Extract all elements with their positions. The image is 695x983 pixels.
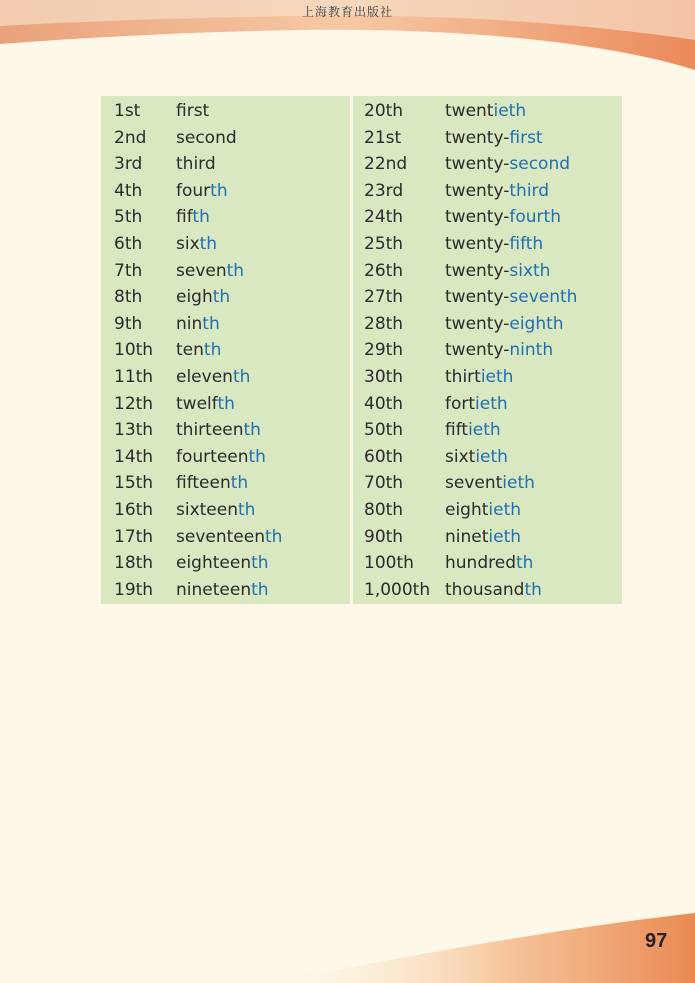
- bottom-decorative-band: [0, 893, 695, 983]
- ordinal-word-suffix: th: [202, 313, 220, 334]
- ordinal-word-suffix: ieth: [480, 367, 514, 387]
- ordinal-word: [445, 204, 561, 230]
- ordinal-number: 60th: [364, 446, 404, 467]
- ordinal-word-base: seven: [176, 260, 227, 281]
- ordinal-number: 20th: [364, 101, 404, 121]
- ordinal-word-base: eight: [445, 500, 489, 520]
- ordinal-word: [445, 178, 549, 204]
- ordinal-word-base: nin: [176, 313, 203, 334]
- ordinal-word: [445, 151, 570, 177]
- ordinal-word-base: hundred: [445, 553, 516, 574]
- ordinal-word-base: sixteen: [176, 500, 238, 520]
- ordinal-word: [176, 417, 261, 443]
- ordinal-number: 29th: [364, 340, 404, 361]
- page-number: 97: [645, 930, 668, 952]
- ordinal-word-base: eighteen: [176, 553, 252, 574]
- ordinal-number: 14th: [114, 446, 154, 467]
- ordinal-word: [445, 444, 508, 470]
- ordinal-number: 21st: [364, 127, 402, 148]
- ordinal-number: 25th: [364, 234, 404, 254]
- ordinal-word: [176, 391, 235, 417]
- ordinal-number: 6th: [114, 234, 143, 254]
- ordinal-word-suffix: th: [226, 260, 245, 281]
- ordinal-word-base: twenty-: [445, 287, 510, 308]
- ordinal-word-suffix: ieth: [502, 473, 535, 494]
- ordinal-word-suffix: seventh: [509, 287, 578, 308]
- ordinal-word: [445, 497, 521, 523]
- ordinal-word-suffix: th: [238, 500, 256, 520]
- ordinal-number: 5th: [114, 207, 143, 228]
- ordinal-word-base: nineteen: [176, 579, 252, 600]
- ordinal-word-suffix: th: [210, 180, 228, 201]
- ordinal-word: [176, 577, 269, 603]
- ordinal-word-suffix: th: [192, 207, 210, 228]
- ordinal-numbers-table: [101, 96, 622, 604]
- ordinal-word-base: four: [176, 180, 211, 201]
- ordinal-word: [445, 258, 550, 284]
- ordinal-word-base: twelf: [176, 393, 218, 414]
- table-column-right: [353, 96, 622, 604]
- ordinal-word-base: six: [176, 234, 200, 254]
- ordinal-number: 23rd: [364, 180, 404, 201]
- ordinal-word-suffix: ieth: [488, 500, 522, 520]
- ordinal-number: 90th: [364, 526, 404, 547]
- ordinal-word: [176, 231, 217, 257]
- ordinal-number: 1,000th: [364, 579, 431, 600]
- ordinal-word-suffix: ieth: [488, 526, 522, 547]
- ordinal-word-suffix: ninth: [509, 340, 554, 361]
- ordinal-word-base: thirt: [445, 367, 481, 387]
- ordinal-word-base: ninet: [445, 526, 489, 547]
- ordinal-word-suffix: fifth: [509, 234, 544, 254]
- ordinal-number: 17th: [114, 526, 154, 547]
- ordinal-word: [176, 444, 266, 470]
- ordinal-number: 16th: [114, 500, 154, 520]
- ordinal-word-suffix: th: [212, 287, 231, 308]
- ordinal-number: 3rd: [114, 154, 143, 175]
- ordinal-word: [176, 497, 255, 523]
- ordinal-number: 40th: [364, 393, 404, 414]
- ordinal-word: [445, 550, 533, 576]
- ordinal-word: [445, 125, 543, 151]
- ordinal-word-suffix: first: [509, 127, 543, 148]
- ordinal-word-suffix: ieth: [468, 420, 501, 441]
- ordinal-word-base: ten: [176, 340, 204, 361]
- ordinal-word-base: first: [176, 101, 210, 121]
- ordinal-word-base: fort: [445, 393, 476, 414]
- ordinal-word: [176, 524, 282, 550]
- ordinal-number: 8th: [114, 287, 143, 308]
- ordinal-word: [176, 337, 221, 363]
- ordinal-word: [176, 364, 250, 390]
- ordinal-word-base: twenty-: [445, 127, 510, 148]
- ordinal-word-suffix: th: [243, 420, 261, 441]
- ordinal-number: 28th: [364, 313, 404, 334]
- ordinal-word-base: twent: [445, 101, 494, 121]
- ordinal-word-suffix: second: [509, 154, 571, 175]
- ordinal-word-suffix: th: [199, 234, 218, 254]
- ordinal-word-base: twenty-: [445, 340, 510, 361]
- ordinal-word: [176, 151, 216, 177]
- ordinal-word-suffix: ieth: [475, 446, 508, 467]
- ordinal-word-base: eleven: [176, 367, 233, 387]
- ordinal-number: 70th: [364, 473, 404, 494]
- ordinal-word: [445, 364, 513, 390]
- ordinal-word: [445, 311, 564, 337]
- ordinal-word-base: fift: [445, 420, 469, 441]
- ordinal-word: [445, 337, 553, 363]
- ordinal-word-base: twenty-: [445, 180, 510, 201]
- ordinal-word: [176, 125, 237, 151]
- ordinal-word-base: fifteen: [176, 473, 231, 494]
- ordinal-word: [445, 470, 535, 496]
- ordinal-word-suffix: th: [251, 553, 269, 574]
- ordinal-word: [176, 258, 244, 284]
- ordinal-word-base: third: [176, 154, 216, 175]
- ordinal-word-base: twenty-: [445, 260, 510, 281]
- ordinal-word-base: twenty-: [445, 234, 510, 254]
- ordinal-number: 22nd: [364, 154, 408, 175]
- ordinal-word: [176, 204, 210, 230]
- ordinal-number: 18th: [114, 553, 154, 574]
- ordinal-word-suffix: th: [230, 473, 249, 494]
- ordinal-number: 100th: [364, 553, 414, 574]
- ordinal-word-base: eigh: [176, 287, 213, 308]
- ordinal-word: [445, 577, 542, 603]
- ordinal-word-base: twenty-: [445, 313, 510, 334]
- ordinal-word-base: fourteen: [176, 446, 249, 467]
- ordinal-number: 50th: [364, 420, 404, 441]
- ordinal-word: [176, 98, 209, 124]
- ordinal-word-suffix: th: [515, 553, 534, 574]
- ordinal-number: 9th: [114, 313, 143, 334]
- ordinal-word-suffix: sixth: [509, 260, 551, 281]
- ordinal-word-suffix: th: [217, 393, 235, 414]
- ordinal-number: 1st: [114, 101, 141, 121]
- ordinal-word: [176, 178, 228, 204]
- ordinal-number: 12th: [114, 393, 154, 414]
- ordinal-word-suffix: th: [251, 579, 269, 600]
- ordinal-word-suffix: fourth: [509, 207, 561, 228]
- ordinal-number: 80th: [364, 500, 404, 520]
- ordinal-word: [445, 391, 508, 417]
- ordinal-word-suffix: eighth: [509, 313, 564, 334]
- table-column-left: [101, 96, 350, 604]
- ordinal-word: [445, 524, 521, 550]
- ordinal-number: 2nd: [114, 127, 147, 148]
- ordinal-word-base: second: [176, 127, 237, 148]
- ordinal-word-base: sevent: [445, 473, 503, 494]
- ordinal-number: 15th: [114, 473, 154, 494]
- ordinal-word: [445, 231, 543, 257]
- ordinal-word: [176, 284, 230, 310]
- ordinal-word: [445, 417, 501, 443]
- ordinal-number: 30th: [364, 367, 404, 387]
- ordinal-word: [176, 470, 248, 496]
- ordinal-number: 19th: [114, 579, 154, 600]
- ordinal-word-base: sixt: [445, 446, 476, 467]
- ordinal-number: 27th: [364, 287, 404, 308]
- ordinal-word-suffix: ieth: [493, 101, 527, 121]
- ordinal-word-suffix: ieth: [475, 393, 508, 414]
- ordinal-word: [176, 550, 269, 576]
- ordinal-number: 7th: [114, 260, 143, 281]
- ordinal-word-suffix: th: [524, 579, 542, 600]
- ordinal-number: 13th: [114, 420, 154, 441]
- ordinal-word: [445, 284, 577, 310]
- publisher-name: 上海教育出版社: [301, 5, 393, 19]
- ordinal-word: [445, 98, 526, 124]
- ordinal-word-base: thousand: [445, 579, 525, 600]
- ordinal-number: 4th: [114, 180, 143, 201]
- ordinal-number: 11th: [114, 367, 154, 387]
- ordinal-word: [176, 311, 220, 337]
- ordinal-word-suffix: third: [509, 180, 550, 201]
- ordinal-word-suffix: th: [203, 340, 222, 361]
- ordinal-word-suffix: th: [248, 446, 266, 467]
- ordinal-number: 10th: [114, 340, 154, 361]
- ordinal-word-base: fif: [176, 207, 193, 228]
- ordinal-number: 24th: [364, 207, 404, 228]
- ordinal-word-base: twenty-: [445, 154, 510, 175]
- ordinal-word-base: thirteen: [176, 420, 244, 441]
- ordinal-word-base: seventeen: [176, 526, 265, 547]
- ordinal-word-base: twenty-: [445, 207, 510, 228]
- ordinal-word-suffix: th: [264, 526, 283, 547]
- ordinal-word-suffix: th: [232, 367, 251, 387]
- ordinal-number: 26th: [364, 260, 404, 281]
